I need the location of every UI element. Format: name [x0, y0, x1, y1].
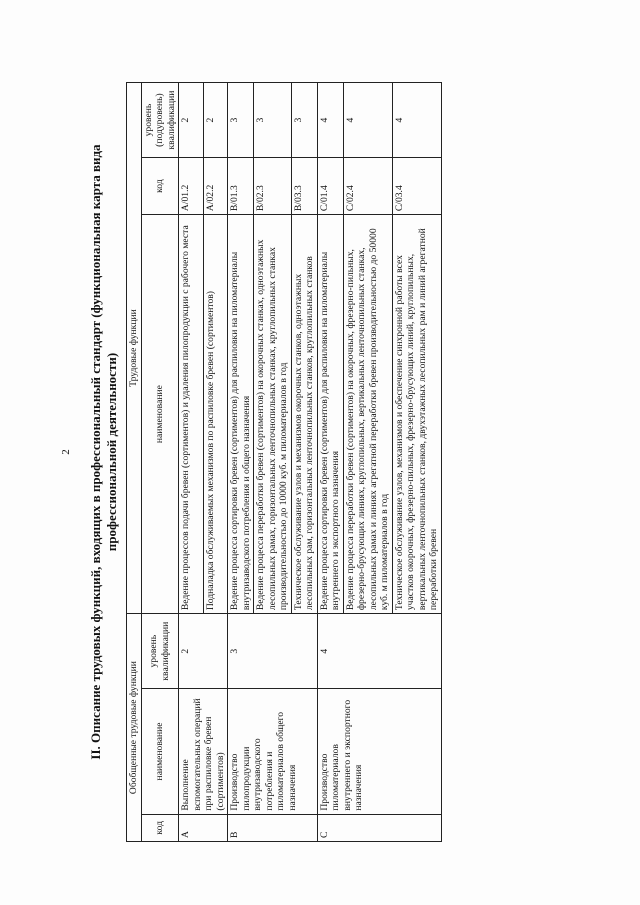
function-level: 2 — [203, 83, 228, 158]
function-level: 4 — [343, 83, 392, 158]
group-name: Выполнение вспомогательных операций при распиловке бревен (сортиментов) — [179, 689, 228, 814]
function-code: B/01.3 — [228, 158, 254, 215]
functional-map-table — [126, 82, 442, 842]
col-header-function-code: код — [141, 158, 179, 215]
group-level: 2 — [179, 614, 228, 689]
function-level: 4 — [392, 83, 441, 158]
function-name: Ведение процесса сортировки бревен (сортиментов) для распиловки на пиломатериалы внутризаводского потребления и общего назначения — [228, 215, 254, 614]
function-code: C/03.4 — [392, 158, 441, 215]
table-row — [228, 83, 254, 842]
group-code: C — [317, 814, 441, 841]
general-functions-header: Обобщенные трудовые функции — [127, 614, 142, 842]
header-row-groups — [127, 83, 142, 842]
function-name: Техническое обслуживание узлов и механизмов окорочных станков, одноэтажных лесопильных рам, горизонтальных ленточнопильных станков, круглопильных станков — [291, 215, 317, 614]
page-number: 2 — [60, 449, 72, 455]
function-code: C/01.4 — [317, 158, 343, 215]
labor-functions-header: Трудовые функции — [127, 83, 142, 614]
function-name: Техническое обслуживание узлов, механизмов и обеспечение синхронной работы всех участков окорочных, фрезерно-пильных, фрезерно-брусующих линий, круглопильных, вертикальных ленточнопильных станков, двухэтажных лесопильных рам и линий агрегатной переработки бревен — [392, 215, 441, 614]
function-level: 3 — [254, 83, 292, 158]
group-code: B — [228, 814, 318, 841]
group-level: 4 — [317, 614, 441, 689]
function-code: A/02.2 — [203, 158, 228, 215]
col-header-sublevel: уровень (подуровень) квалификации — [141, 83, 179, 158]
function-code: B/03.3 — [291, 158, 317, 215]
function-name: Ведение процессов подачи бревен (сортиментов) и удаления пилопродукции с рабочего места — [179, 215, 204, 614]
col-header-level: уровень квалификации — [141, 614, 179, 689]
heading-line-2: профессиональной деятельности) — [104, 352, 120, 552]
function-level: 3 — [228, 83, 254, 158]
function-code: A/01.2 — [179, 158, 204, 215]
heading-line-1: II. Описание трудовых функций, входящих в профессиональный стандарт (функциональная карта вида — [88, 144, 103, 760]
function-code: B/02.3 — [254, 158, 292, 215]
function-name: Подналадка обслуживаемых механизмов по распиловке бревен (сортиментов) — [203, 215, 228, 614]
col-header-name: наименование — [141, 689, 179, 814]
table-row — [179, 83, 204, 842]
function-name: Ведение процесса сортировки бревен (сортиментов) для распиловки на пиломатериалы внутреннего и экспортного назначения — [317, 215, 343, 614]
rotated-content — [60, 62, 580, 842]
group-name: Производство пилопродукции внутризаводского потребления и пиломатериалов общего назначения — [228, 689, 318, 814]
function-name: Ведение процесса переработки бревен (сортиментов) на окорочных станках, одноэтажных лесопильных рамах, горизонтальных ленточнопильных станках, круглопильных станках производительностью до 10000 куб. м пиломатериалов в год — [254, 215, 292, 614]
group-name: Производство пиломатериалов внутреннего и экспортного назначения — [317, 689, 441, 814]
section-heading — [88, 102, 121, 802]
function-code: C/02.4 — [343, 158, 392, 215]
table-row — [317, 83, 343, 842]
col-header-function-name: наименование — [141, 215, 179, 614]
function-name: Ведение процесса переработки бревен (сортиментов) на окорочных, фрезерно-пильных, фрезерно-брусующих линиях, круглопильных, вертикальных ленточнопильных станках, лесопильных рамах и линиях агрегатной переработки бревен производительностью до 50000 куб. м пиломатериалов в год — [343, 215, 392, 614]
col-header-code: код — [141, 814, 179, 841]
function-level: 4 — [317, 83, 343, 158]
group-level: 3 — [228, 614, 318, 689]
header-row-columns — [141, 83, 179, 842]
function-level: 3 — [291, 83, 317, 158]
function-level: 2 — [179, 83, 204, 158]
group-code: A — [179, 814, 228, 841]
